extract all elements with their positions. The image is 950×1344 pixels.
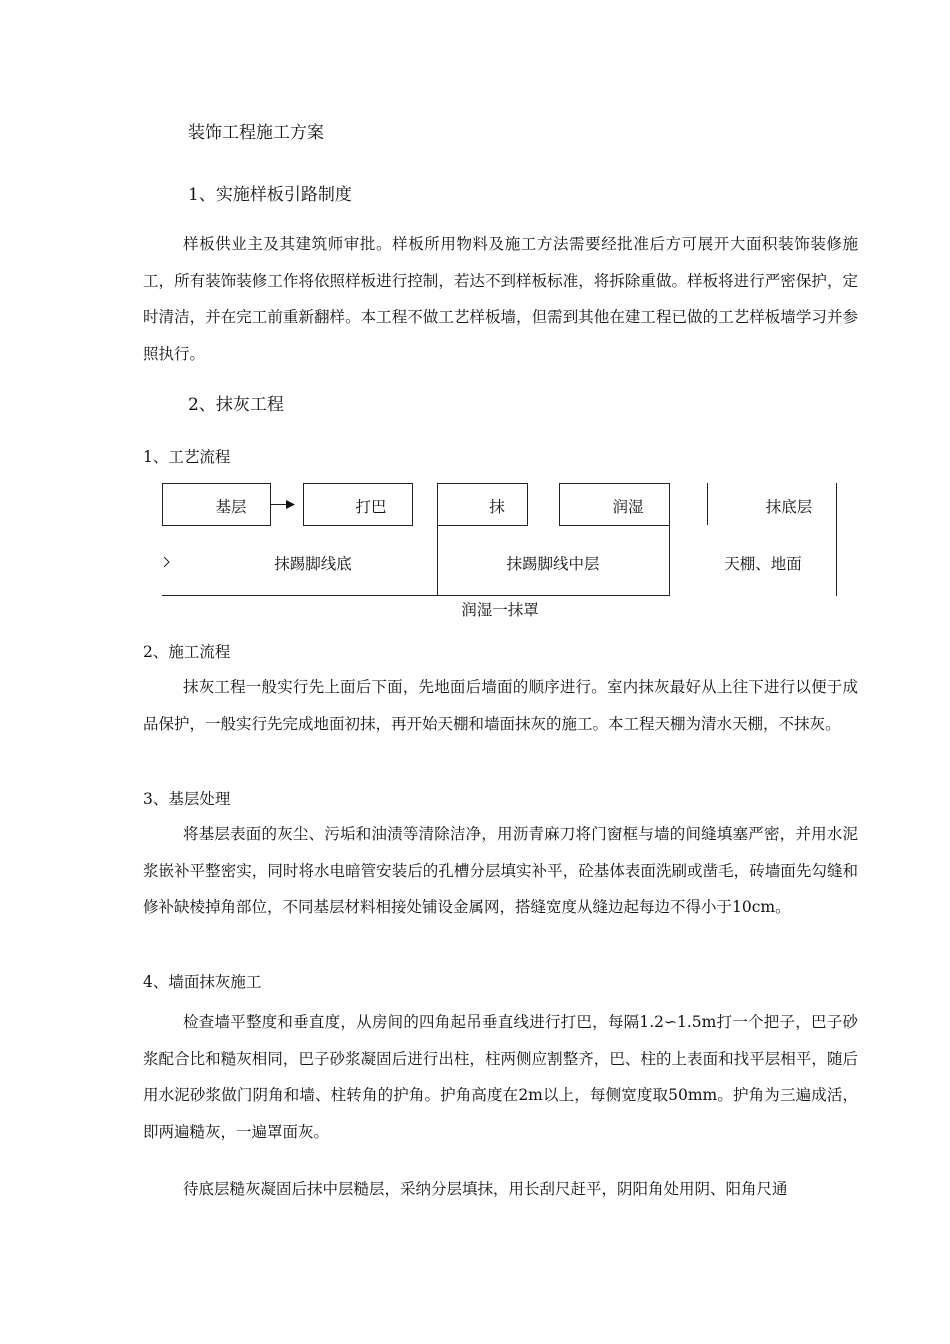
paragraph-base-treatment: 将基层表面的灰尘、污垢和油渍等清除洁净，用沥青麻刀将门窗框与墙的间缝填塞严密，并用水泥浆嵌补平整密实，同时将水电暗管安装后的孔槽分层填实补平，砼基体表面洗刷或凿毛，砖墙面先勾缝和修补缺棱掉角部位，不同基层材料相接处铺设金属网，搭缝宽度从缝边起每边不得小于10cm。 bbox=[143, 825, 858, 916]
flow-step-tijiaoxian-di: 抹踢脚线底 bbox=[274, 555, 352, 573]
flow-step-runshi-mozhao: 润湿一抹罩 bbox=[461, 601, 539, 619]
subheading-wall-plastering: 4、墙面抹灰施工 bbox=[143, 973, 262, 991]
section2-heading: 2、抹灰工程 bbox=[188, 395, 284, 415]
flow-step-tijiaoxian-zhong: 抹踢脚线中层 bbox=[506, 555, 600, 573]
section1-paragraph: 样板供业主及其建筑师审批。样板所用物料及施工方法需要经批准后方可展开大面积装饰装修施工，所有装饰装修工作将依照样板进行控制，若达不到样板标准，将拆除重做。样板将进行严密保护，定时清洁，并在完工前重新翻样。本工程不做工艺样板墙，但需到其他在建工程已做的工艺样板墙学习并参照执行。 bbox=[143, 235, 858, 363]
paragraph-middle-layer: 待底层糙灰凝固后抹中层糙层，采纳分层填抹，用长刮尺赶平，阴阳角处用阴、阳角尺通 bbox=[183, 1180, 788, 1198]
flow-box-mo bbox=[438, 484, 528, 526]
flow-step-modiceng: 抹底层 bbox=[765, 498, 813, 516]
subheading-process-flow: 1、工艺流程 bbox=[143, 448, 231, 466]
flow-arrow-head bbox=[286, 500, 295, 509]
document-title: 装饰工程施工方案 bbox=[188, 123, 324, 143]
flow-lines bbox=[0, 0, 950, 620]
flow-step-mo: 抹 bbox=[489, 498, 505, 516]
subheading-construction-flow: 2、施工流程 bbox=[143, 643, 231, 661]
flow-step-runshi: 润湿 bbox=[612, 498, 644, 516]
flow-step-daba: 打巴 bbox=[355, 498, 387, 516]
flow-step-jiceng: 基层 bbox=[215, 498, 247, 516]
subheading-base-treatment: 3、基层处理 bbox=[143, 790, 231, 808]
section1-heading: 1、实施样板引路制度 bbox=[188, 185, 352, 205]
paragraph-construction-flow: 抹灰工程一般实行先上面后下面，先地面后墙面的顺序进行。室内抹灰最好从上往下进行以便于成品保护，一般实行先完成地面初抹，再开始天棚和墙面抹灰的施工。本工程天棚为清水天棚，不抹灰。 bbox=[143, 678, 858, 733]
flow-step-tianpeng-dimian: 天棚、地面 bbox=[724, 555, 802, 573]
paragraph-wall-plastering: 检查墙平整度和垂直度，从房间的四角起吊垂直线进行打巴，每隔1.2∽1.5m打一个把子，巴子砂浆配合比和糙灰相同，巴子砂浆凝固后进行出柱，柱两侧应割整齐，巴、柱的上表面和找平层相平，随后用水泥砂浆做门阴角和墙、柱转角的护角。护角高度在2m以上，每侧宽度取50mm。护角为三遍成活，即两遍糙灰，一遍罩面灰。 bbox=[143, 1013, 858, 1141]
